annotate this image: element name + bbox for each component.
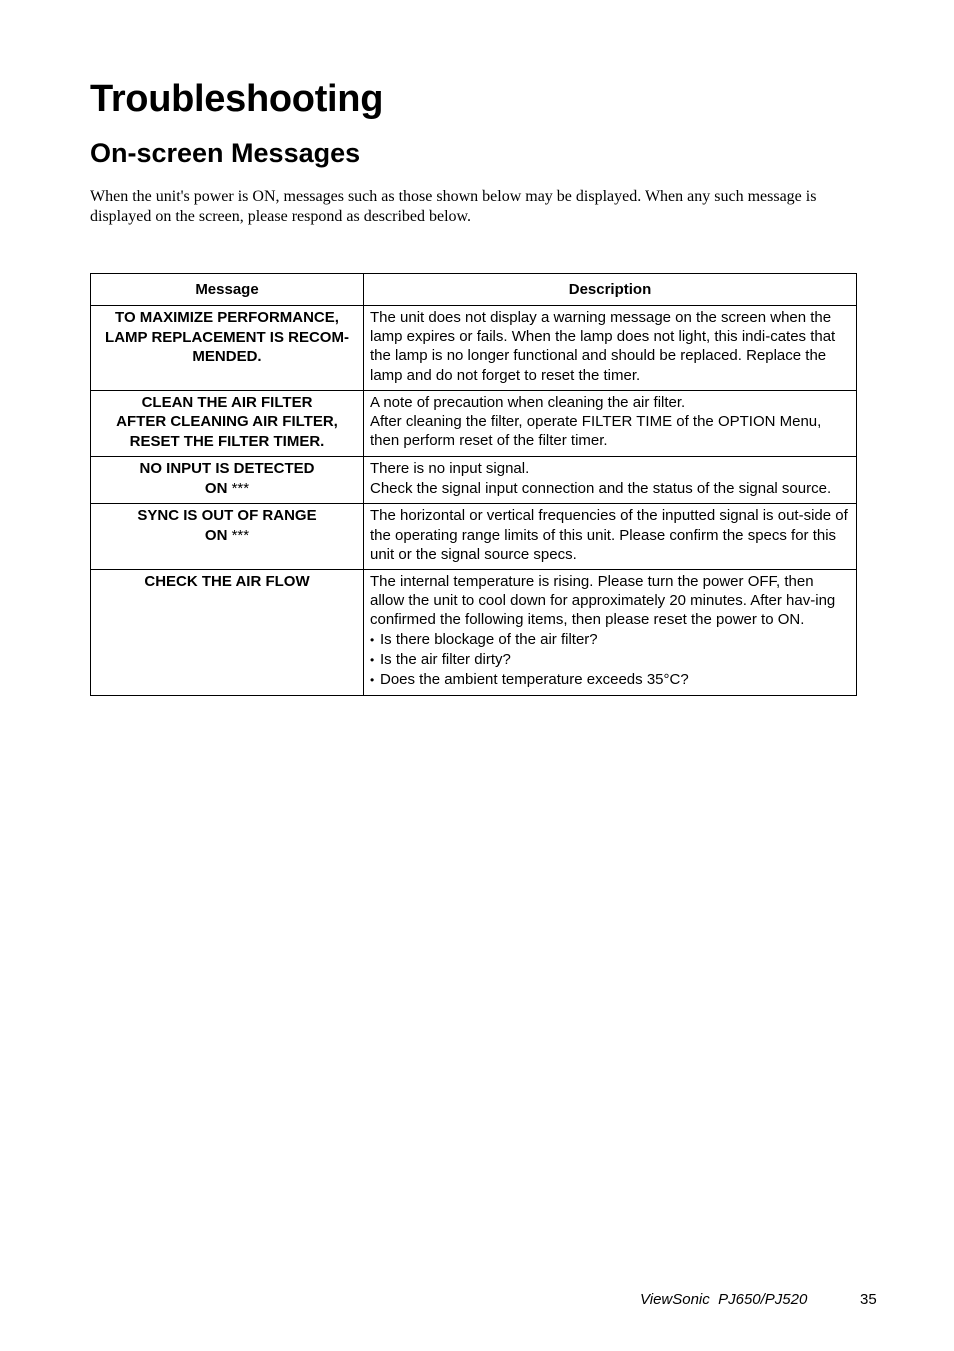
footer-product: ViewSonic PJ650/PJ520 bbox=[640, 1291, 808, 1308]
description-cell bbox=[364, 390, 857, 457]
description-text: After cleaning the filter, operate FILTER TIME of the OPTION Menu, then perform reset of the filter timer. bbox=[370, 413, 822, 450]
description-cell bbox=[364, 569, 857, 695]
table-header-row bbox=[91, 274, 857, 306]
description-cell bbox=[364, 504, 857, 570]
bullet-icon: • bbox=[370, 652, 375, 667]
message-on: ON bbox=[204, 526, 228, 544]
message-placeholder-stars: *** bbox=[231, 526, 250, 544]
description-text: A note of precaution when cleaning the air filter. bbox=[370, 393, 686, 411]
bullet-text: Is there blockage of the air filter? bbox=[380, 630, 598, 648]
intro-paragraph: When the unit's power is ON, messages such as those shown below may be displayed. When any such message is displayed on the screen, please respond as described below. bbox=[90, 188, 817, 225]
table-row bbox=[91, 569, 857, 695]
message-line: LAMP REPLACEMENT IS RECOM- bbox=[105, 328, 349, 346]
description-text: The horizontal or vertical frequencies of the inputted signal is out-side of the operating range limits of this unit. Please confirm the specs for this unit or the signal source specs. bbox=[370, 507, 848, 563]
message-line: TO MAXIMIZE PERFORMANCE, bbox=[115, 309, 339, 326]
bullet-item bbox=[370, 630, 850, 650]
message-on: ON bbox=[204, 479, 228, 497]
section-title: On-screen Messages bbox=[90, 138, 361, 168]
message-cell bbox=[91, 569, 364, 695]
description-cell bbox=[364, 457, 857, 504]
bullet-icon: • bbox=[370, 672, 375, 687]
description-text: There is no input signal. bbox=[370, 460, 530, 478]
bullet-item bbox=[370, 650, 850, 670]
message-line bbox=[95, 526, 359, 546]
message-cell bbox=[91, 306, 364, 391]
message-placeholder-stars: *** bbox=[231, 479, 250, 497]
description-text: Check the signal input connection and the status of the signal source. bbox=[370, 479, 832, 497]
table-row bbox=[91, 390, 857, 457]
table-row bbox=[91, 306, 857, 391]
message-line bbox=[95, 479, 359, 499]
message-line: CLEAN THE AIR FILTER bbox=[141, 393, 313, 411]
page-number: 35 bbox=[860, 1291, 877, 1308]
bullet-text: Does the ambient temperature exceeds 35°C? bbox=[380, 670, 689, 688]
table-row bbox=[91, 457, 857, 504]
message-cell bbox=[91, 457, 364, 504]
bullet-item bbox=[370, 670, 850, 690]
bullet-icon: • bbox=[370, 632, 375, 647]
column-header-description: Description bbox=[364, 274, 857, 306]
table-row bbox=[91, 504, 857, 570]
column-header-message: Message bbox=[91, 274, 364, 306]
message-line: AFTER CLEANING AIR FILTER, bbox=[116, 413, 338, 431]
description-cell bbox=[364, 306, 857, 391]
message-line: RESET THE FILTER TIMER. bbox=[129, 432, 325, 450]
description-text: The internal temperature is rising. Please turn the power OFF, then allow the unit to cool down for approximately 20 minutes. After hav-ing confirmed the following items, then please reset the power to ON. bbox=[370, 572, 836, 629]
description-text: The unit does not display a warning message on the screen when the lamp expires or fails. When the lamp does not light, this indi-cates that the lamp is no longer functional and should be replaced. Replace the lamp and do not forget to reset the timer. bbox=[370, 309, 836, 384]
page-title: Troubleshooting bbox=[90, 78, 384, 120]
message-line: MENDED. bbox=[192, 348, 262, 365]
message-cell bbox=[91, 504, 364, 570]
bullet-text: Is the air filter dirty? bbox=[380, 650, 511, 668]
message-line: CHECK THE AIR FLOW bbox=[144, 572, 310, 590]
message-line: SYNC IS OUT OF RANGE bbox=[137, 507, 317, 525]
message-cell bbox=[91, 390, 364, 457]
messages-table bbox=[90, 273, 857, 696]
message-line: NO INPUT IS DETECTED bbox=[139, 460, 315, 478]
